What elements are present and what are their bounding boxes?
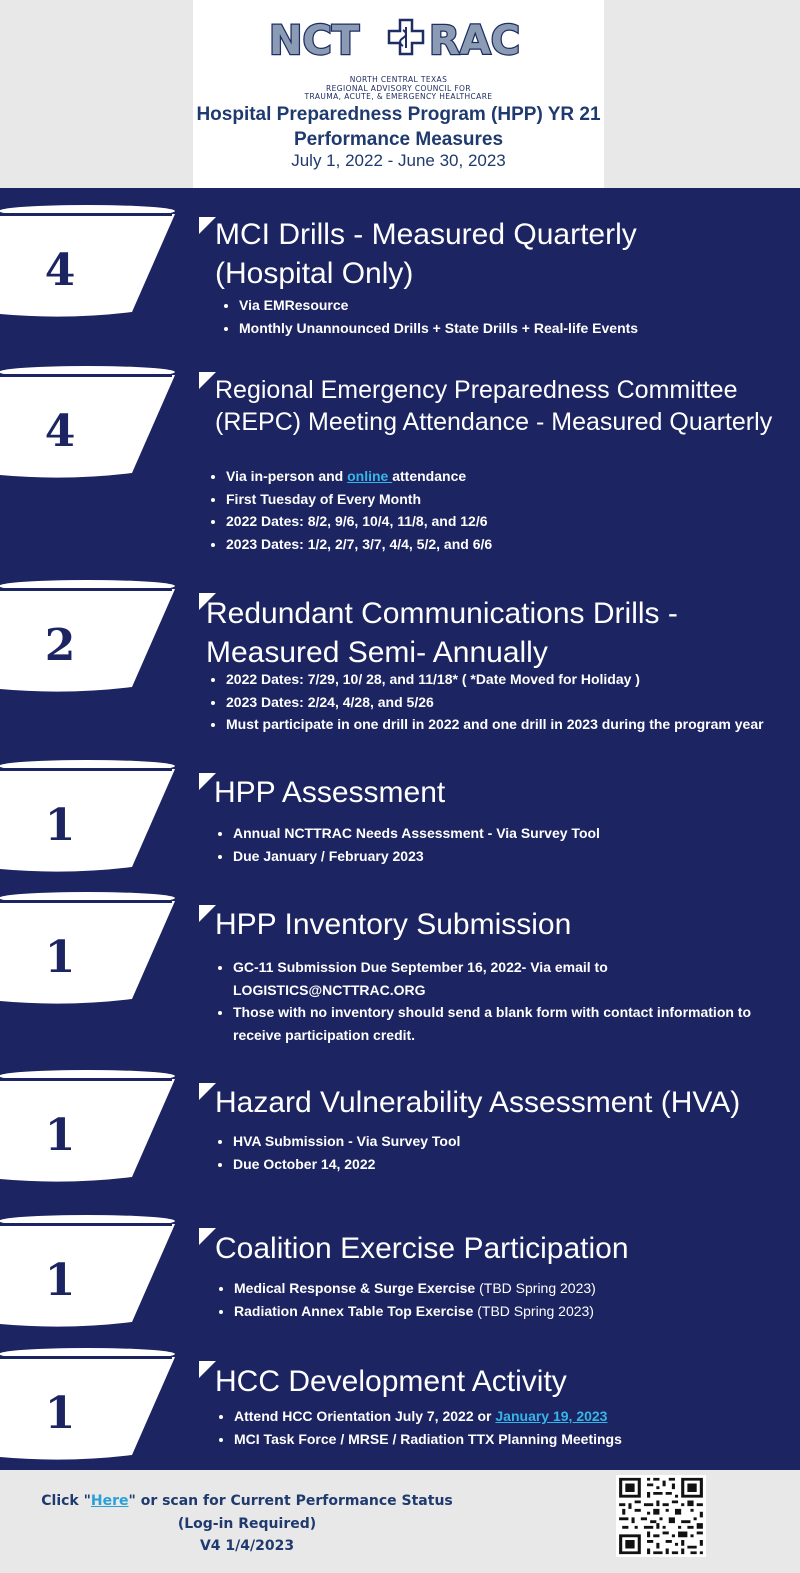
list-item: • First Tuesday of Every Month [226,488,492,511]
list-item: • MCI Task Force / MRSE / Radiation TTX Planning Meetings [234,1428,622,1451]
footer-line-text: " or scan for Current Performance Status [128,1493,453,1509]
count-number: 4 [44,406,76,457]
corner-marker-icon [199,372,216,389]
section-title: HCC Development Activity [215,1365,567,1398]
section-title-line: (Hospital Only) [215,257,414,290]
count-number: 1 [44,1110,76,1161]
bullet-list [215,822,600,867]
section-title-line: Regional Emergency Preparedness Committee [215,376,738,404]
corner-marker-icon [199,905,216,922]
section-repc-attendance [0,361,800,561]
list-item: • Must participate in one drill in 2022 and one drill in 2023 during the program year [226,713,764,736]
list-item [226,465,492,488]
list-item: • Monthly Unannounced Drills + State Drills + Real-life Events [239,317,638,340]
list-item-text: Medical Response & Surge Exercise [234,1280,476,1296]
january-19-link[interactable]: January 19, 2023 [495,1408,608,1424]
list-item: • 2022 Dates: 7/29, 10/ 28, and 11/18* ( *Date Moved for Holiday ) [226,668,764,691]
section-title [215,215,637,293]
count-number: 4 [44,245,76,296]
bullet-list [221,294,638,339]
section-hpp-inventory [0,887,800,1057]
count-number: 1 [44,1388,76,1439]
list-item [234,1300,596,1323]
list-item-text: (TBD Spring 2023) [473,1302,594,1319]
logo-sub-line: TRAUMA, ACUTE, & EMERGENCY HEALTHCARE [304,92,493,101]
bullet-list [215,956,783,1046]
here-link[interactable]: Here [90,1493,129,1509]
section-title-line: Redundant Communications Drills - [206,597,678,630]
list-item-text: Radiation Annex Table Top Exercise [234,1302,474,1319]
corner-marker-icon [199,1228,216,1245]
footer-line: (Log-in Required) [177,1515,317,1532]
count-number: 1 [44,932,76,983]
section-title-line: Measured Semi- Annually [206,636,548,669]
section-mci-drills [0,200,800,350]
logo [193,14,604,102]
page-title [193,102,604,152]
list-item: • Due October 14, 2022 [233,1153,460,1176]
logo-right-text: RAC [428,18,520,64]
qr-code-icon [616,1475,706,1557]
page-title-line: Performance Measures [293,129,504,150]
online-link[interactable]: online [347,468,393,484]
list-item-text: Attend HCC Orientation July 7, 2022 or [234,1408,496,1424]
bullet-list [216,1277,596,1322]
list-item [234,1405,622,1428]
footer-text [40,1490,454,1558]
list-item: • 2023 Dates: 1/2, 2/7, 3/7, 4/4, 5/2, and 6/6 [226,533,492,556]
section-hva [0,1065,800,1205]
footer [0,1470,800,1573]
page-title-line: Hospital Preparedness Program (HPP) YR 21 [196,104,601,125]
list-item-text: attendance [392,468,467,484]
footer-line-text: Click " [41,1493,91,1509]
footer-line [40,1490,454,1513]
section-title-line: (REPC) Meeting Attendance - Measured Quarterly [215,408,773,436]
list-item: • Due January / February 2023 [233,845,600,868]
corner-marker-icon [199,1361,216,1378]
bullet-list [208,668,764,736]
logo-sub-line: REGIONAL ADVISORY COUNCIL FOR [326,83,471,93]
count-number: 1 [44,1255,76,1306]
list-item: • 2023 Dates: 2/24, 4/28, and 5/26 [226,691,764,714]
qr-code[interactable] [616,1475,706,1557]
list-item: • Via EMResource [239,294,638,317]
list-item-text: (TBD Spring 2023) [475,1280,596,1296]
logo-subtitle [193,76,604,102]
count-number: 2 [44,620,76,671]
count-number: 1 [44,800,76,851]
list-item-text: Via in-person and [226,468,348,484]
section-redundant-comms [0,575,800,745]
version-label: V4 1/4/2023 [199,1538,295,1554]
list-item: • HVA Submission - Via Survey Tool [233,1130,460,1153]
section-title: HPP Inventory Submission [215,908,572,941]
corner-marker-icon [199,217,216,234]
corner-marker-icon [199,1083,216,1100]
ncttrac-logo-icon [269,14,529,70]
section-title: Coalition Exercise Participation [215,1232,629,1265]
section-title [215,374,772,438]
list-item: • 2022 Dates: 8/2, 9/6, 10/4, 11/8, and 12/6 [226,510,492,533]
logo-sub-line: NORTH CENTRAL TEXAS [349,75,448,84]
list-item: • Annual NCTTRAC Needs Assessment - Via Survey Tool [233,822,600,845]
section-hpp-assessment [0,755,800,880]
bullet-list [215,1130,460,1175]
section-title [206,594,678,672]
section-title-line: MCI Drills - Measured Quarterly [215,218,637,251]
list-item: • GC-11 Submission Due September 16, 2022- Via email to LOGISTICS@NCTTRAC.ORG [233,956,783,1001]
bullet-list [208,465,492,555]
section-title: HPP Assessment [214,776,446,809]
section-title: Hazard Vulnerability Assessment (HVA) [215,1086,741,1119]
list-item: • Those with no inventory should send a blank form with contact information to receive participation credit. [233,1001,783,1046]
header-card [193,0,604,188]
section-coalition-exercise [0,1210,800,1335]
list-item [234,1277,596,1300]
section-hcc-development [0,1343,800,1468]
program-dates: July 1, 2022 - June 30, 2023 [291,151,506,170]
bullet-list [216,1405,622,1450]
logo-left-text: NCT [268,18,359,64]
